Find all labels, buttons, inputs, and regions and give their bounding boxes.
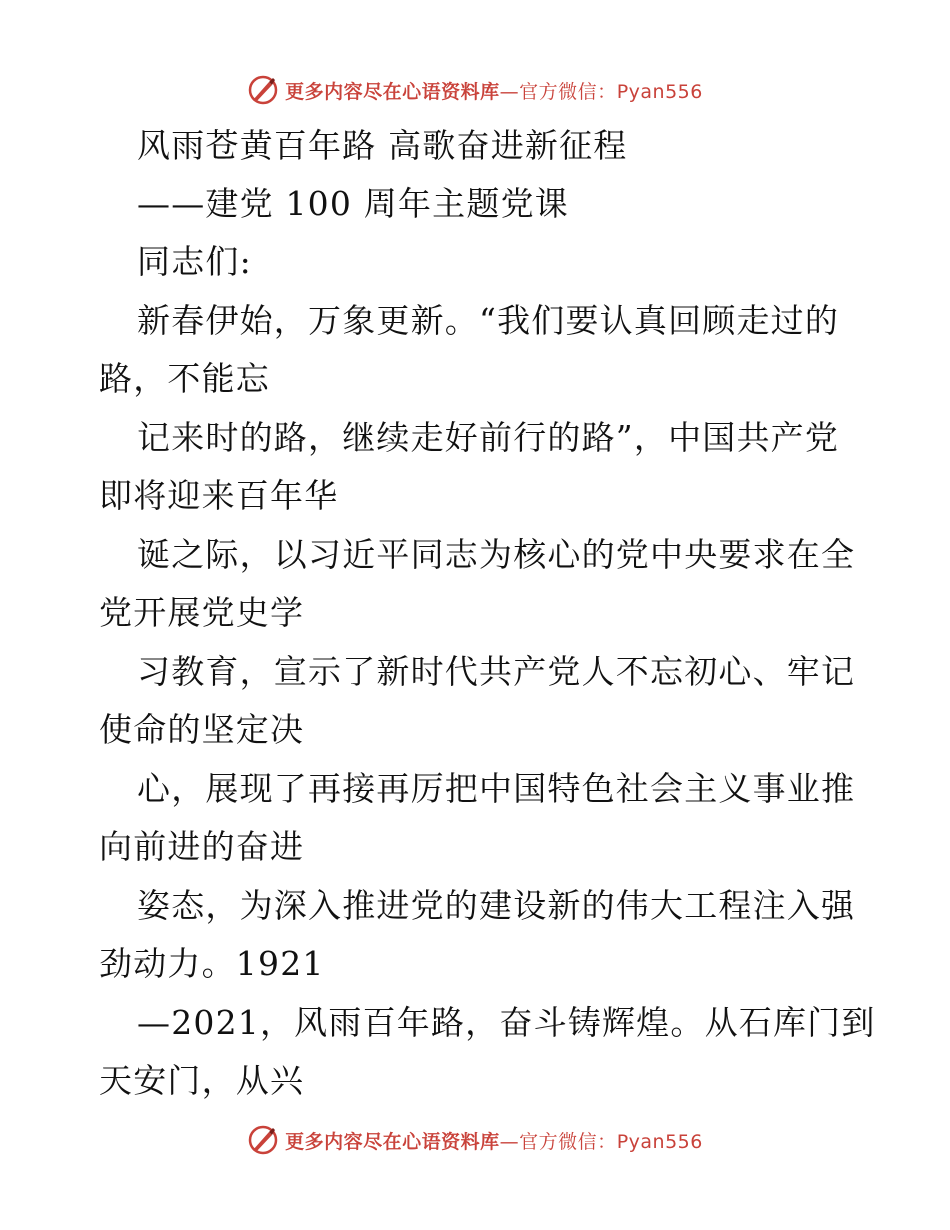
paragraph-line: 心，展现了再接再厉把中国特色社会主义事业推 bbox=[137, 769, 856, 808]
banner-wechat-id: Pyan556 bbox=[616, 80, 703, 103]
banner-separator: — bbox=[499, 80, 520, 103]
paragraph-line: 路，不能忘 bbox=[99, 359, 270, 398]
paragraph-line: 姿态，为深入推进党的建设新的伟大工程注入强 bbox=[137, 886, 856, 925]
document-title: 风雨苍黄百年路 高歌奋进新征程 bbox=[137, 126, 628, 165]
paragraph-line: 劲动力。1921 bbox=[99, 944, 325, 983]
paragraph-line: 新春伊始，万象更新。“我们要认真回顾走过的 bbox=[137, 301, 840, 340]
paragraph-line: —2021，风雨百年路，奋斗铸辉煌。从石库门到 bbox=[137, 1003, 876, 1042]
paragraph-line: 记来时的路，继续走好前行的路”，中国共产党 bbox=[137, 418, 840, 457]
banner-main-text: 更多内容尽在心语资料库 bbox=[285, 80, 500, 103]
pen-logo-icon bbox=[247, 74, 279, 106]
paragraph-line: 即将迎来百年华 bbox=[99, 476, 339, 515]
paragraph-line: 向前进的奋进 bbox=[99, 827, 305, 866]
paragraph-line: 诞之际，以习近平同志为核心的党中央要求在全 bbox=[137, 535, 856, 574]
pen-logo-icon bbox=[247, 1124, 279, 1156]
banner-wechat-id: Pyan556 bbox=[616, 1130, 703, 1153]
paragraph-line: 使命的坚定决 bbox=[99, 710, 305, 749]
banner-wechat-label: 官方微信： bbox=[519, 1130, 617, 1153]
paragraph-line: 党开展党史学 bbox=[99, 593, 305, 632]
banner-main-text: 更多内容尽在心语资料库 bbox=[285, 1130, 500, 1153]
banner-text bbox=[285, 1127, 703, 1154]
paragraph-line: 习教育，宣示了新时代共产党人不忘初心、牢记 bbox=[137, 652, 856, 691]
document-salutation: 同志们: bbox=[137, 242, 252, 281]
banner-wechat-label: 官方微信： bbox=[519, 80, 617, 103]
paragraph-line: 天安门，从兴 bbox=[99, 1061, 305, 1100]
header-banner bbox=[0, 70, 950, 110]
document-subtitle: ——建党 100 周年主题党课 bbox=[137, 184, 569, 223]
footer-banner bbox=[0, 1120, 950, 1160]
banner-text bbox=[285, 77, 703, 104]
banner-separator: — bbox=[499, 1130, 520, 1153]
